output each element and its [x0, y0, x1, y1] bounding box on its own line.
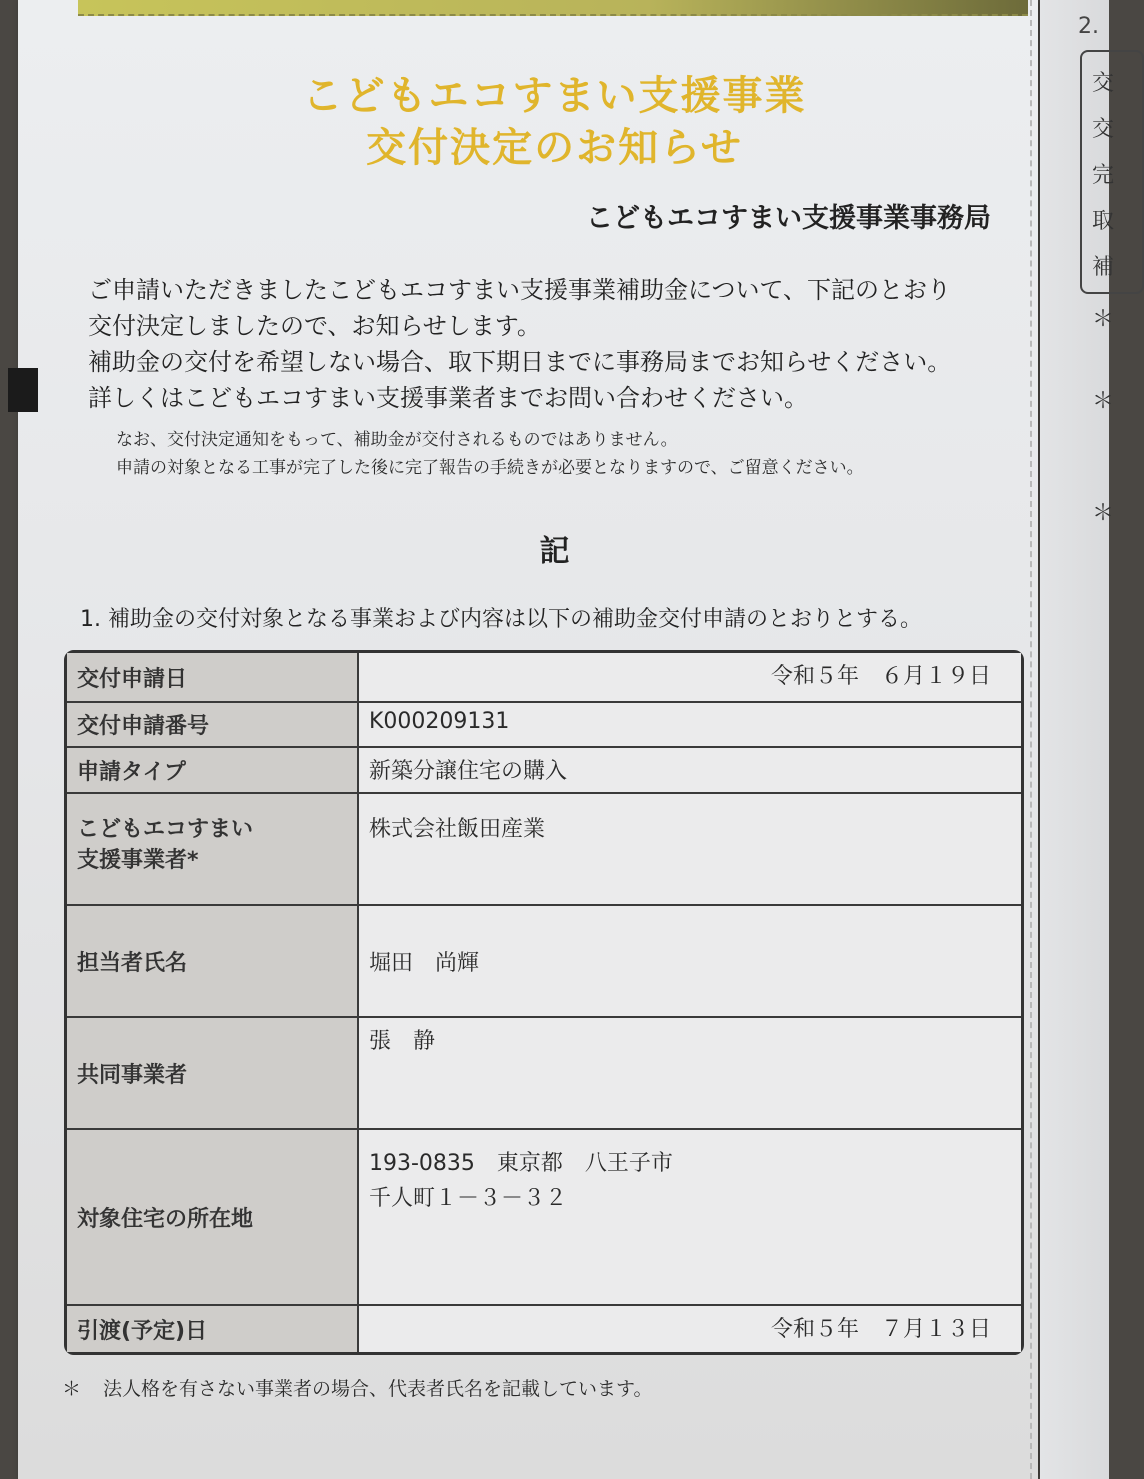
note-line: 申請の対象となる工事が完了した後に完了報告の手続きが必要となりますので、ご留意ください。 [116, 458, 864, 478]
footnote-star: ＊ [62, 1378, 82, 1400]
value-address [359, 1130, 1021, 1306]
next-page-cell: 交 [1092, 71, 1115, 96]
label-business-operator [67, 794, 359, 906]
label-application-type: 申請タイプ [67, 748, 359, 794]
intro-paragraph [88, 272, 1028, 416]
table-row [67, 703, 1021, 748]
next-page-cell: 補 [1092, 255, 1115, 280]
application-info-table [64, 650, 1024, 1355]
value-person-in-charge: 堀田 尚輝 [359, 906, 1021, 1018]
next-page-edge [1040, 0, 1115, 1479]
label-person-in-charge: 担当者氏名 [67, 906, 359, 1018]
value-application-type: 新築分譲住宅の購入 [359, 748, 1021, 794]
table-row [67, 1018, 1021, 1130]
notice-title: こどもエコすまい支援事業 [302, 73, 807, 119]
section-heading: 1. 補助金の交付対象となる事業および内容は以下の補助金交付申請のとおりとする。 [80, 607, 922, 632]
intro-line: ご申請いただきましたこどもエコすまい支援事業補助金について、下記のとおり [88, 276, 952, 304]
issuing-office: こどもエコすまい支援事業事務局 [586, 203, 991, 234]
value-delivery-date: 令和５年 ７月１３日 [359, 1306, 1021, 1352]
intro-line: 補助金の交付を希望しない場合、取下期日までに事務局までお知らせください。 [88, 348, 952, 376]
label-application-date: 交付申請日 [67, 653, 359, 703]
table-row [67, 748, 1021, 794]
address-line: 193-0835 東京都 八王子市 [369, 1151, 673, 1176]
table-row [67, 794, 1021, 906]
label-application-number: 交付申請番号 [67, 703, 359, 748]
table-row [67, 1306, 1021, 1352]
notice-subtitle: 交付決定のお知らせ [366, 125, 743, 171]
next-page-cell: 完 [1092, 163, 1115, 188]
table-row [67, 1130, 1021, 1306]
perforation-line [1030, 0, 1032, 1479]
table-row [67, 906, 1021, 1018]
next-page-cell: 取 [1092, 209, 1115, 234]
footnote-text: 法人格を有さない事業者の場合、代表者氏名を記載しています。 [103, 1378, 653, 1400]
label-address: 対象住宅の所在地 [67, 1130, 359, 1306]
label-line: こどもエコすまい [77, 817, 254, 842]
top-color-strip [78, 0, 1028, 16]
value-application-date: 令和５年 ６月１９日 [359, 653, 1021, 703]
next-page-star: ＊ [1092, 501, 1115, 526]
notes-block [116, 426, 1016, 482]
next-page-star: ＊ [1092, 307, 1115, 332]
label-line: 支援事業者* [77, 848, 199, 873]
next-page-cell: 交 [1092, 117, 1115, 142]
intro-line: 交付決定しましたので、お知らせします。 [88, 312, 541, 340]
next-page-number: 2. [1078, 14, 1099, 39]
ki-heading: 記 [539, 534, 570, 569]
value-joint-operator: 張 静 [359, 1018, 1021, 1130]
value-application-number: K000209131 [359, 703, 1021, 748]
address-line: 千人町１－３－３２ [369, 1186, 568, 1211]
binder-tab [8, 368, 38, 412]
table-row [67, 653, 1021, 703]
intro-line: 詳しくはこどもエコすまい支援事業者までお問い合わせください。 [88, 384, 808, 412]
next-page-star: ＊ [1092, 389, 1115, 414]
note-line: なお、交付決定通知をもって、補助金が交付されるものではありません。 [116, 430, 678, 450]
label-delivery-date: 引渡(予定)日 [67, 1306, 359, 1352]
value-business-operator: 株式会社飯田産業 [359, 794, 1021, 906]
footnote [62, 1374, 653, 1401]
label-joint-operator: 共同事業者 [67, 1018, 359, 1130]
